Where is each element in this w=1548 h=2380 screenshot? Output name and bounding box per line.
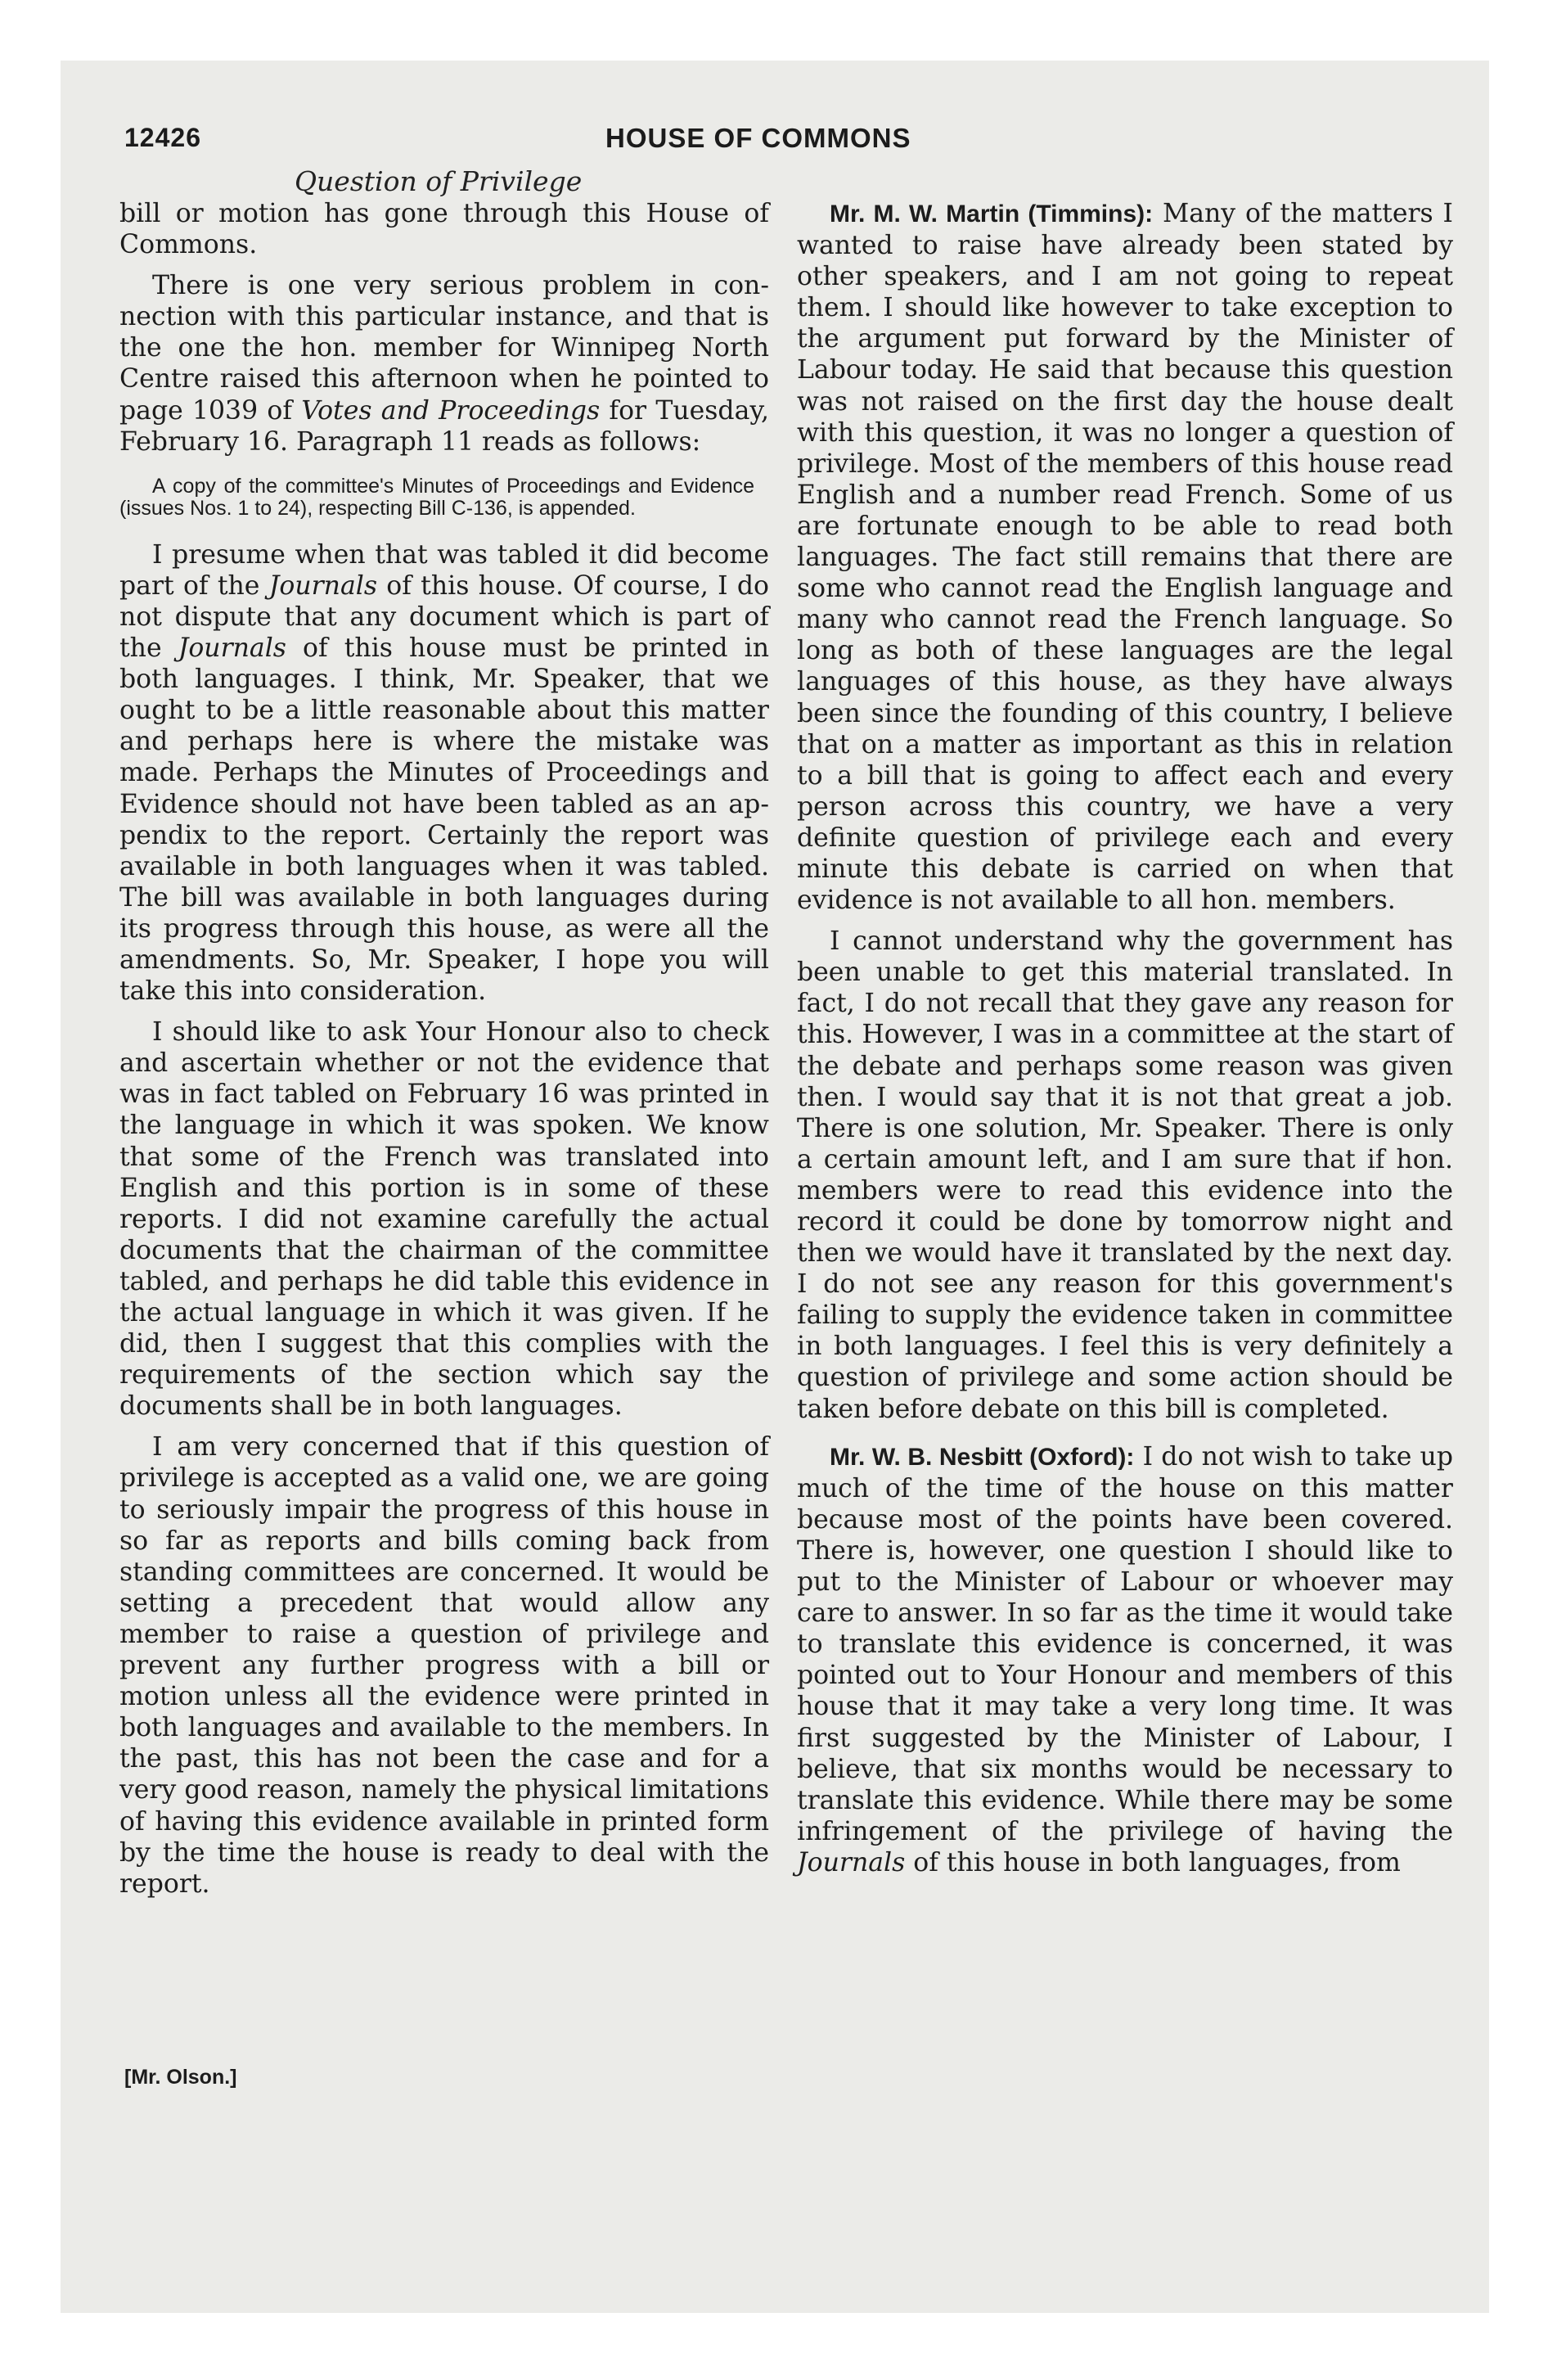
page-number: 12426: [124, 123, 201, 152]
left-column: [119, 198, 769, 1900]
right-column: [797, 198, 1453, 1878]
paragraph: I should like to ask Your Honour also to check and ascertain whether or not the evidence that was in fact tabled on February 16 was printed in the language in which it was spoken. We know that some of the French was translated into English and this portion is in some of these reports. I did not examine carefully the actual documents that the chairman of the committee tabled, and perhaps he did table this evidence in the actual language in which it was given. If he did, then I suggest that this complies with the requirements of the section which say the documents shall be in both languages.: [119, 1017, 769, 1422]
italic-title: Votes and Proceedings: [301, 395, 601, 426]
subject-heading: Question of Privilege: [295, 165, 583, 197]
paragraph: I presume when that was tabled it did become part of the Journals of this house. Of course, I do not dispute that any document which is part of the Journals of this house must be printed in both languages. I think, Mr. Speaker, that we ought to be a little reasonable about this matter and perhaps here is where the mistake was made. Perhaps the Minutes of Proceedings and Evidence should not have been tabled as an appendix to the report. Certainly the report was available in both languages when it was tabled. The bill was available in both languages during its progress through this house, as were all the amendments. So, Mr. Speaker, I hope you will take this into consideration.: [119, 539, 769, 1007]
quoted-paragraph: A copy of the committee's Minutes of Proceedings and Evidence (issues Nos. 1 to 24), respecting Bill C-136, is appended.: [119, 474, 754, 520]
paragraph: I am very concerned that if this question of privilege is accepted as a valid one, we are going to seriously impair the progress of this house in so far as reports and bills coming back from standing committees are concerned. It would be setting a precedent that would allow any member to raise a question of privilege and prevent any further progress with a bill or motion unless all the evidence were printed in both languages and available to the members. In the past, this has not been the case and for a very good reason, namely the physical limitations of having this evidence available in printed form by the time the house is ready to deal with the report.: [119, 1432, 769, 1899]
paragraph: bill or motion has gone through this House of Commons.: [119, 199, 769, 260]
italic-title: Journals: [178, 633, 286, 664]
speech-paragraph: Mr. W. B. Nesbitt (Oxford): I do not wish to take up much of the time of the house on this matter because most of the points have been covered. There is, however, one question I should like to put to the Minister of Labour or whoever may care to answer. In so far as the time it would take to translate this evidence is concerned, it was pointed out to Your Honour and members of this house that it may take a very long time. It was first suggested by the Minister of Labour, I believe, that six months would be necessary to translate this evidence. While there may be some infringement of the privilege of having the Journals of this house in both languages, from: [797, 1441, 1453, 1877]
italic-title: Journals: [797, 1847, 906, 1877]
speaker-name: Mr. M. W. Martin (Timmins):: [830, 201, 1154, 228]
paragraph: I cannot understand why the government has been unable to get this material translated. In fact, I do not recall that they gave any reason for this. However, I was in a committee at the start of the debate and perhaps some reason was given then. I would say that it is not that great a job. There is one solution, Mr. Speaker. There is only a certain amount left, and I am sure that if hon. members were to read this evidence into the record it could be done by tomorrow night and then we would have it translated by the next day. I do not see any reason for this government's failing to supply the evidence taken in committee in both languages. I feel this is very definitely a question of privilege and some action should be taken before debate on this bill is completed.: [797, 926, 1453, 1424]
italic-title: Journals: [268, 570, 377, 601]
paragraph: There is one very serious problem in connection with this particular instance, and that is the one the hon. member for Winnipeg North Centre raised this afternoon when he pointed to page 1039 of Votes and Proceedings for Tuesday, February 16. Paragraph 11 reads as follows:: [119, 271, 769, 457]
speaker-footer: [Mr. Olson.]: [124, 2066, 237, 2089]
speech-paragraph: Mr. M. W. Martin (Timmins): Many of the matters I wanted to raise have already been stated by other speakers, and I am not going to repeat them. I should like however to take exception to the argument put forward by the Minister of Labour today. He said that because this question was not raised on the first day the house dealt with this question, it was no longer a question of privilege. Most of the members of this house read English and a number read French. Some of us are fortunate enough to be able to read both languages. The fact still remains that there are some who cannot read the English language and many who cannot read the French language. So long as both of these languages are the legal languages of this house, as they have always been since the founding of this country, I believe that on a matter as important as this in relation to a bill that is going to affect each and every person across this country, we have a very definite question of privilege each and every minute this debate is carried on when that evidence is not available to all hon. members.: [797, 199, 1453, 916]
running-head: HOUSE OF COMMONS: [605, 123, 911, 153]
speaker-name: Mr. W. B. Nesbitt (Oxford):: [830, 1443, 1135, 1471]
